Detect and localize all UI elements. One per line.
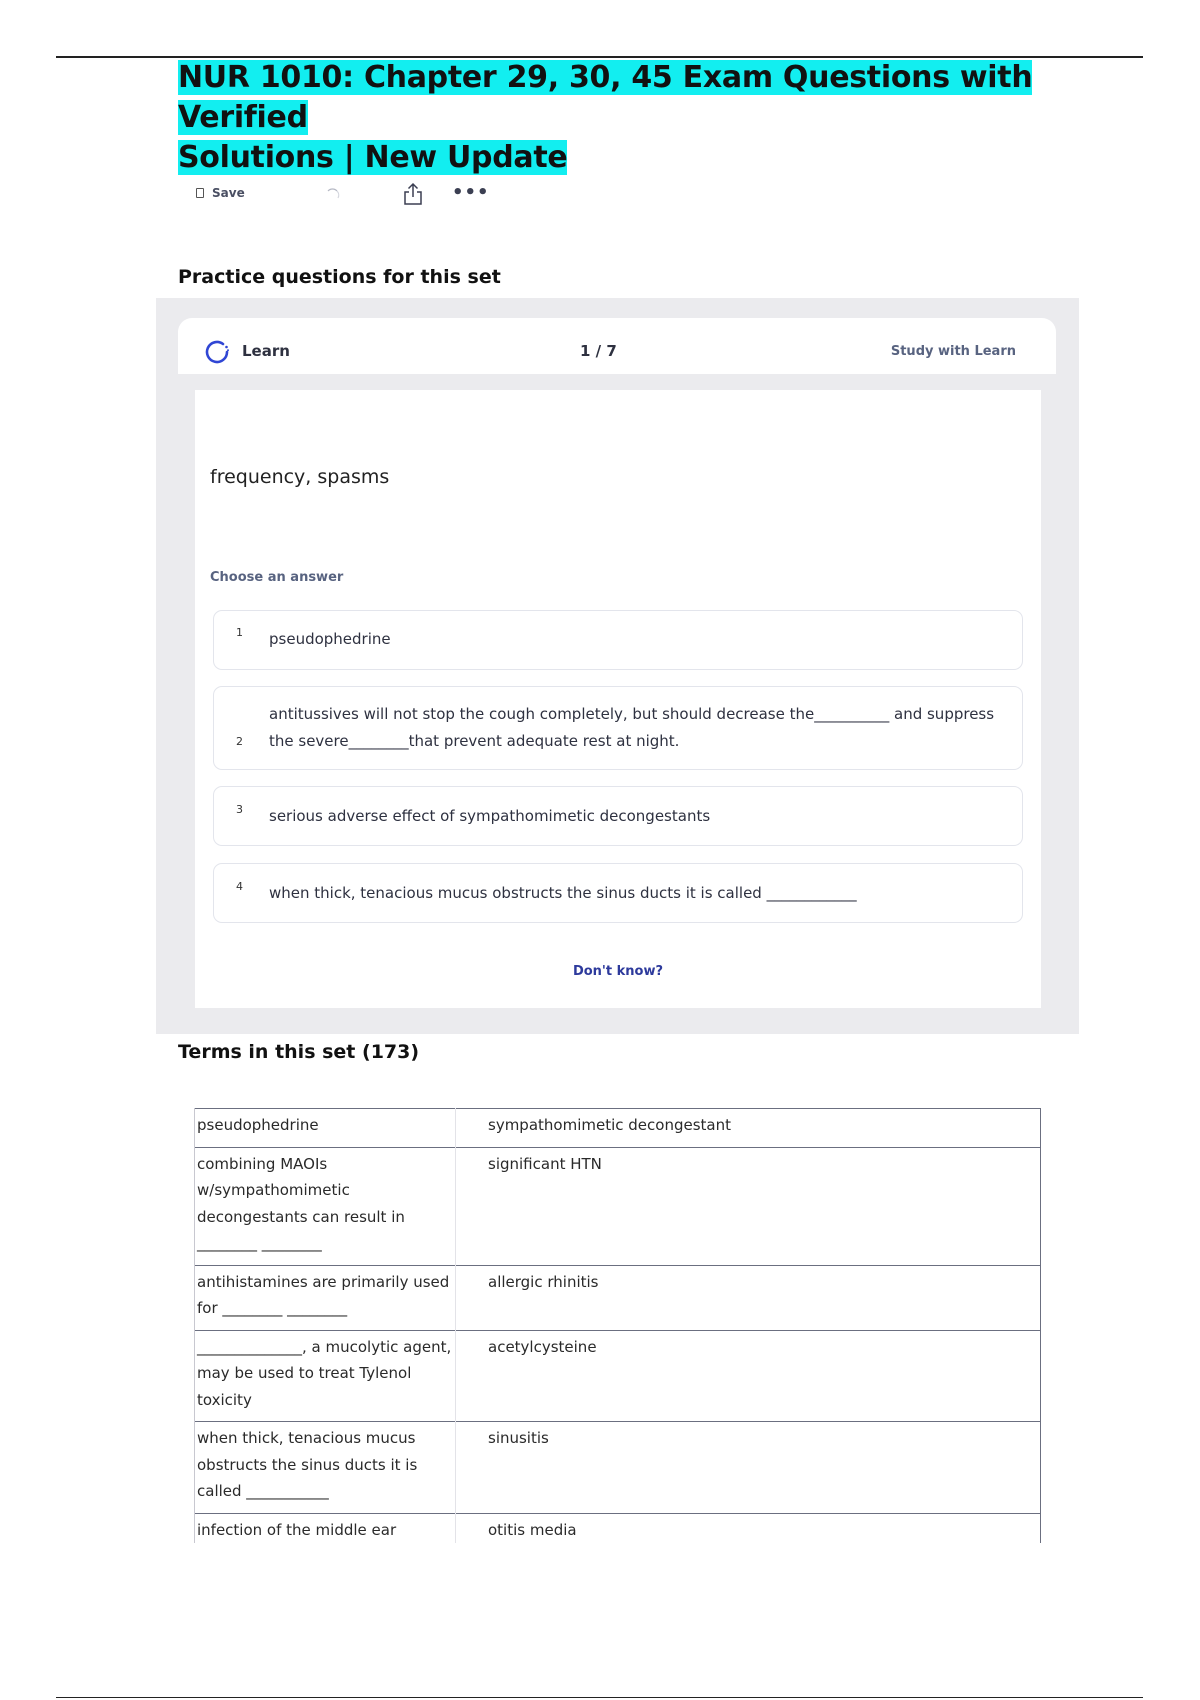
table-row bbox=[195, 1265, 1041, 1330]
document-title bbox=[178, 58, 1058, 178]
terms-heading: Terms in this set (173) bbox=[178, 1041, 420, 1063]
option-text: antitussives will not stop the cough completely, but should decrease the__________ and suppress the severe________that prevent adequate rest at night. bbox=[269, 705, 995, 750]
title-line-2: Solutions | New Update bbox=[178, 140, 568, 175]
toolbar bbox=[196, 182, 490, 210]
table-row bbox=[195, 1147, 1041, 1265]
study-with-learn-link[interactable]: Study with Learn bbox=[890, 344, 1016, 359]
option-number: 1 bbox=[236, 626, 243, 639]
learn-label: Learn bbox=[242, 342, 290, 360]
option-text: pseudophedrine bbox=[269, 630, 391, 648]
title-line-1: NUR 1010: Chapter 29, 30, 45 Exam Questions with Verified bbox=[178, 60, 1033, 135]
progress-counter: 1 / 7 bbox=[580, 342, 617, 360]
term-cell: antihistamines are primarily used for ________ ________ bbox=[195, 1265, 456, 1330]
answer-option-4[interactable] bbox=[213, 863, 1023, 923]
learn-icon bbox=[203, 338, 231, 366]
choose-answer-label: Choose an answer bbox=[210, 570, 344, 585]
term-cell: pseudophedrine bbox=[195, 1109, 456, 1148]
bottom-rule bbox=[56, 1697, 1143, 1698]
learn-header bbox=[178, 318, 1056, 374]
term-cell: when thick, tenacious mucus obstructs the sinus ducts it is called ___________ bbox=[195, 1422, 456, 1514]
table-row bbox=[195, 1330, 1041, 1422]
definition-cell: otitis media bbox=[456, 1513, 1041, 1543]
save-button[interactable] bbox=[196, 186, 245, 200]
table-row bbox=[195, 1109, 1041, 1148]
answer-option-3[interactable] bbox=[213, 786, 1023, 846]
more-icon[interactable]: ••• bbox=[452, 182, 490, 203]
option-number: 3 bbox=[236, 803, 243, 816]
spinner-icon bbox=[324, 186, 342, 204]
share-icon[interactable] bbox=[402, 182, 424, 206]
term-cell: ______________, a mucolytic agent, may be used to treat Tylenol toxicity bbox=[195, 1330, 456, 1422]
question-prompt: frequency, spasms bbox=[210, 466, 390, 488]
table-row bbox=[195, 1513, 1041, 1543]
bookmark-icon bbox=[196, 188, 204, 198]
practice-heading: Practice questions for this set bbox=[178, 266, 501, 288]
definition-cell: sinusitis bbox=[456, 1422, 1041, 1514]
answer-option-1[interactable] bbox=[213, 610, 1023, 670]
terms-table bbox=[194, 1108, 1041, 1543]
answer-option-2[interactable] bbox=[213, 686, 1023, 770]
option-text: serious adverse effect of sympathomimetic decongestants bbox=[269, 807, 711, 825]
option-text: when thick, tenacious mucus obstructs the sinus ducts it is called ____________ bbox=[269, 884, 857, 902]
definition-cell: acetylcysteine bbox=[456, 1330, 1041, 1422]
question-card bbox=[195, 390, 1041, 1008]
definition-cell: sympathomimetic decongestant bbox=[456, 1109, 1041, 1148]
dont-know-button[interactable]: Don't know? bbox=[572, 964, 664, 979]
definition-cell: allergic rhinitis bbox=[456, 1265, 1041, 1330]
definition-cell: significant HTN bbox=[456, 1147, 1041, 1265]
learn-panel bbox=[156, 298, 1079, 1034]
term-cell: combining MAOIs w/sympathomimetic decongestants can result in ________ ________ bbox=[195, 1147, 456, 1265]
option-number: 2 bbox=[236, 735, 243, 748]
term-cell: infection of the middle ear bbox=[195, 1513, 456, 1543]
table-row bbox=[195, 1422, 1041, 1514]
option-number: 4 bbox=[236, 880, 243, 893]
save-label: Save bbox=[212, 186, 245, 200]
